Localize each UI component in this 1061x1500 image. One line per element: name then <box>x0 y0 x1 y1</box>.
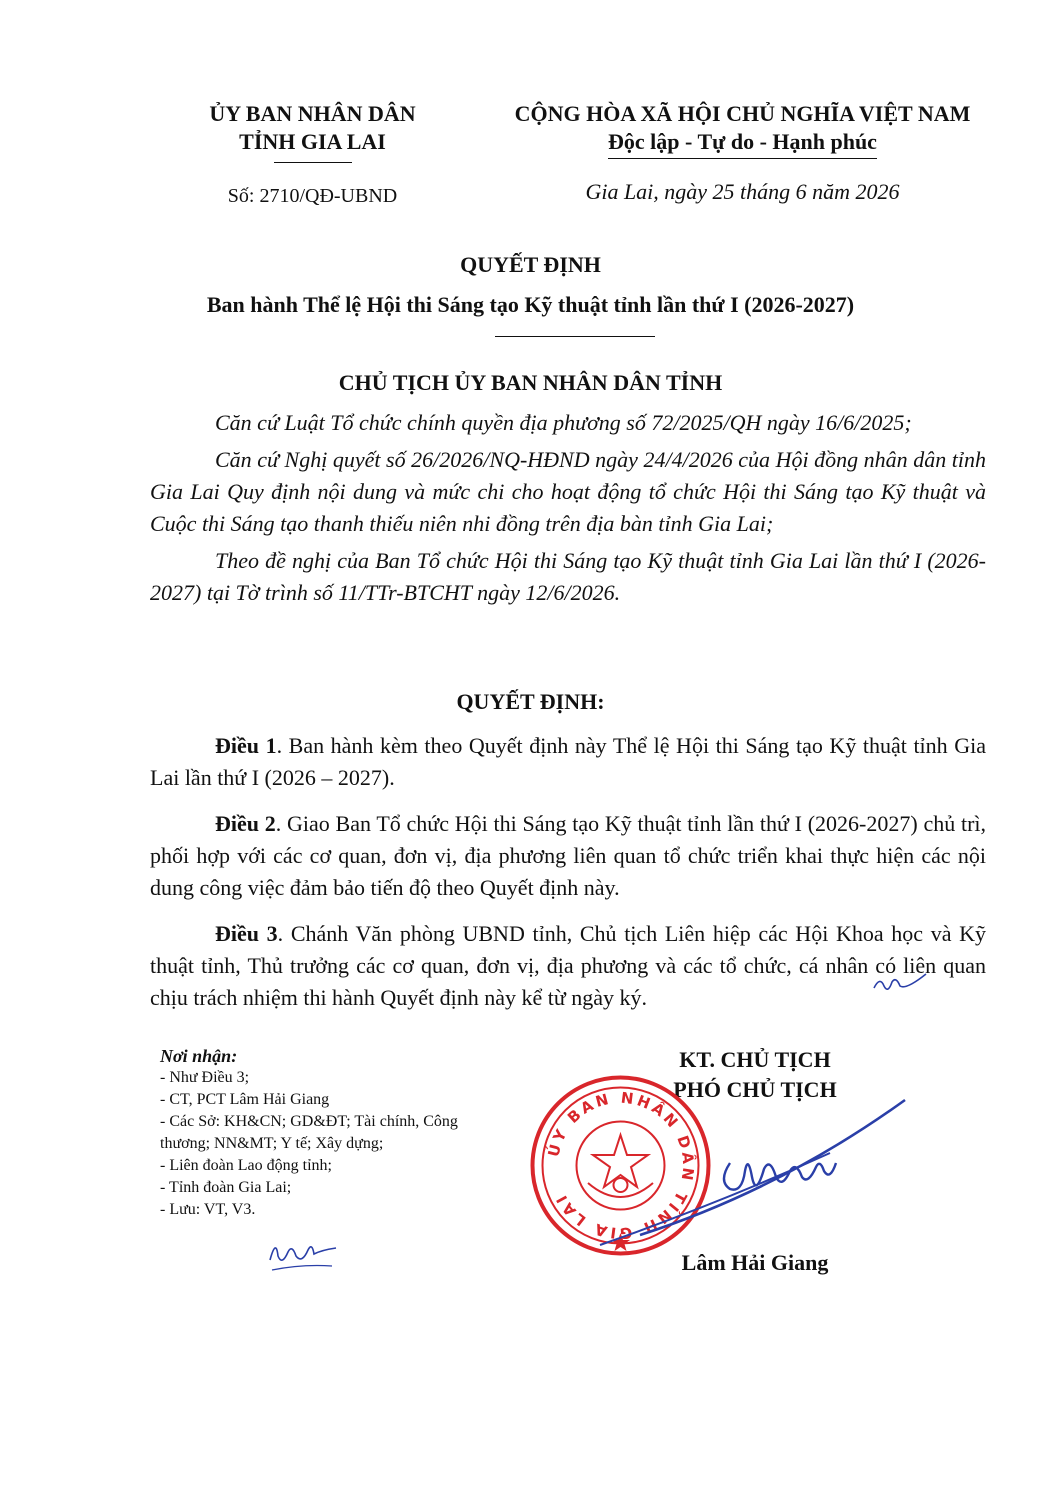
clerk-initial-signature <box>262 1230 342 1275</box>
recipient-item: - Lưu: VT, V3. <box>160 1201 256 1218</box>
decides-heading: QUYẾT ĐỊNH: <box>456 689 605 714</box>
recipient-item: - Các Sở: KH&CN; GD&ĐT; Tài chính, Công thương; NN&MT; Y tế; Xây dựng; <box>160 1113 458 1152</box>
article-text: . Giao Ban Tổ chức Hội thi Sáng tạo Kỹ thuật tỉnh lần thứ I (2026-2027) chủ trì, phối hợp với các cơ quan, đơn vị, địa phương liên quan tổ chức triển khai thực hiện các nội dung công việc đảm bảo tiến độ theo Quyết định này. <box>150 811 987 900</box>
preamble <box>150 407 986 614</box>
article-1 <box>150 730 986 794</box>
document-type: QUYẾT ĐỊNH <box>460 252 601 277</box>
agency-line-1: ỦY BAN NHÂN DÂN <box>209 101 416 126</box>
national-header <box>490 100 995 205</box>
recipients-label: Nơi nhận: <box>160 1046 238 1066</box>
country-name: CỘNG HÒA XÃ HỘI CHỦ NGHĨA VIỆT NAM <box>514 101 971 126</box>
article-label: Điều 2 <box>215 811 276 836</box>
recipient-item: - Như Điều 3; <box>160 1069 250 1086</box>
national-motto: Độc lập - Tự do - Hạnh phúc <box>608 128 877 159</box>
preamble-paragraph: Theo đề nghị của Ban Tổ chức Hội thi Sáng tạo Kỹ thuật tỉnh Gia Lai lần thứ I (2026-2027) tại Tờ trình số 11/TTr-BTCHT ngày 12/6/2026. <box>150 548 986 605</box>
recipient-item: - Liên đoàn Lao động tỉnh; <box>160 1157 332 1174</box>
document-number: Số: 2710/QĐ-UBND <box>227 185 398 207</box>
recipients <box>160 1045 505 1221</box>
signature-line-2: PHÓ CHỦ TỊCH <box>673 1077 837 1102</box>
document-subject: Ban hành Thể lệ Hội thi Sáng tạo Kỹ thuật tỉnh lần thứ I (2026-2027) <box>206 292 855 317</box>
preamble-paragraph: Căn cứ Luật Tổ chức chính quyền địa phương số 72/2025/QH ngày 16/6/2025; <box>215 410 912 435</box>
articles <box>150 730 986 1028</box>
article-label: Điều 3 <box>215 921 278 946</box>
article-3 <box>150 918 986 1014</box>
place-and-date: Gia Lai, ngày 25 tháng 6 năm 2026 <box>585 179 900 204</box>
article-2 <box>150 808 986 904</box>
agency-line-2: TỈNH GIA LAI <box>239 129 386 154</box>
subject-underline <box>495 336 655 337</box>
article-label: Điều 1 <box>215 733 277 758</box>
svg-text:ỦY BAN NHÂN DÂN TỈNH GIA LAI: ỦY BAN NHÂN DÂN TỈNH GIA LAI <box>544 1088 698 1243</box>
recipient-item: - Tỉnh đoàn Gia Lai; <box>160 1179 292 1196</box>
initial-mark <box>870 968 930 998</box>
recipient-item: - CT, PCT Lâm Hải Giang <box>160 1091 330 1108</box>
article-text: . Ban hành kèm theo Quyết định này Thể lệ Hội thi Sáng tạo Kỹ thuật tỉnh Gia Lai lần thứ I (2026 – 2027). <box>150 733 987 790</box>
article-text: . Chánh Văn phòng UBND tỉnh, Chủ tịch Liên hiệp các Hội Khoa học và Kỹ thuật tỉnh, Thủ trưởng các cơ quan, đơn vị, địa phương và các tổ chức, cá nhân có liên quan chịu trách nhiệm thi hành Quyết định này kể từ ngày ký. <box>150 921 987 1010</box>
issuing-authority: CHỦ TỊCH ỦY BAN NHÂN DÂN TỈNH <box>338 370 723 395</box>
agency-underline <box>274 162 352 163</box>
signature-line-1: KT. CHỦ TỊCH <box>679 1047 831 1072</box>
preamble-paragraph: Căn cứ Nghị quyết số 26/2026/NQ-HĐND ngày 24/4/2026 của Hội đồng nhân dân tỉnh Gia Lai Quy định nội dung và mức chi cho hoạt động tổ chức Hội thi Sáng tạo Kỹ thuật và Cuộc thi Sáng tạo thanh thiếu niên nhi đồng trên địa bàn tỉnh Gia Lai; <box>150 447 986 536</box>
issuing-agency <box>175 100 450 208</box>
handwritten-signature <box>580 1085 910 1255</box>
signer-name: Lâm Hải Giang <box>681 1250 829 1275</box>
